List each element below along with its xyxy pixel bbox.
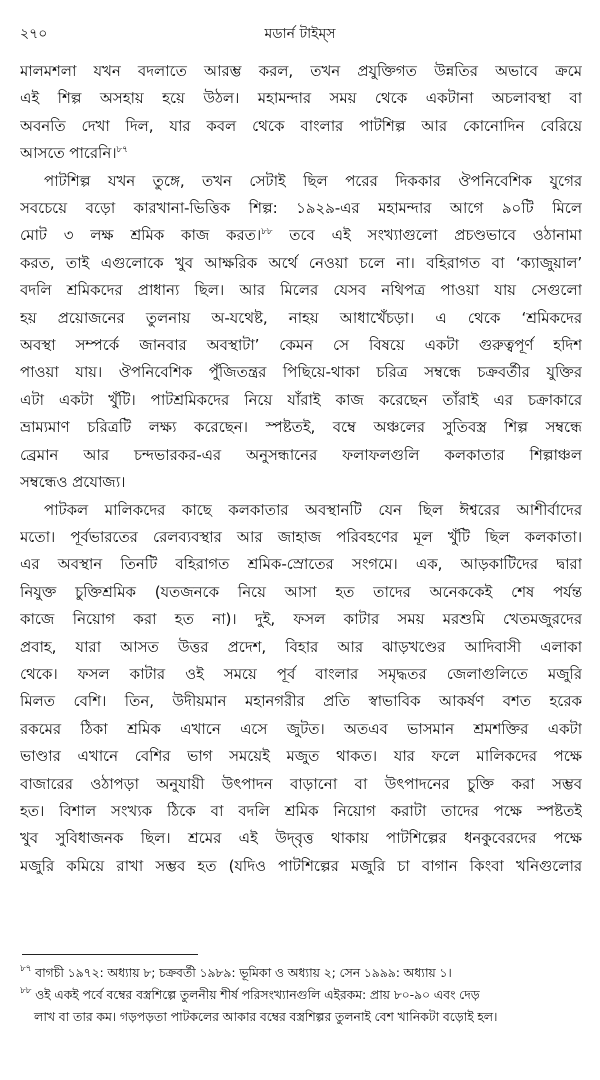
footnote-88-continuation: লাখ বা তার কম। গড়পড়তা পাটকলের আকার বম্বের বস্ত্রশিল্পর তুলনাই বেশ খানিকটা বড়োই হল। [34,1009,498,1024]
text-line: থেকে। ফসল কাটার ওই সময়ে পূর্ব বাংলার সমৃদ্ধতর জেলাগুলিতে মজুরি [20,664,582,683]
footnote-88 [20,984,586,1006]
text-line: মজুরি কমিয়ে রাখা সম্ভব হত (যদিও পাটশিল্পের মজুরি চা বাগান কিংবা খনিগুলোর [20,856,582,875]
text-line: এর অবস্থান তিনটি বহিরাগত শ্রমিক-স্রোতের সংগমে। এক, আড়কাটিদের দ্বারা [20,555,582,574]
footnote-divider [22,954,198,955]
text-line: ভাণ্ডার এখানে বেশির ভাগ সময়েই মজুত থাকত। যার ফলে মালিকদের পক্ষে [20,747,582,766]
text-line: পাওয়া যায়। ঔপনিবেশিক পুঁজিতন্ত্রর পিছিয়ে-থাকা চরিত্র সম্বন্ধে চক্রবর্তীর যুক্তির [20,363,582,382]
text-line: বদলি শ্রমিকদের প্রাধান্য ছিল। আর মিলের যেসব নথিপত্র পাওয়া যায় সেগুলো [20,281,582,300]
text-line: নিযুক্ত চুক্তিশ্রমিক (যতজনকে নিয়ে আসা হত তাদের অনেককেই শেষ পর্যন্ত [20,582,582,601]
text-fragment: মোট ৩ লক্ষ শ্রমিক কাজ করত। [20,226,262,245]
footnote-text: ওই একই পর্বে বম্বের বস্ত্রশিল্পে তুলনীয় শীর্ষ পরিসংখ্যানগুলি এইরকম: প্রায় ৮০-৯০ এবং দেড় [31,987,480,1002]
text-line: ভ্রাম্যমাণ চরিত্রটি লক্ষ্য করেছেন। স্পষ্টতই, বম্বে অঞ্চলের সুতিবস্ত্র শিল্প সম্বন্ধে [20,418,582,437]
text-fragment: আসতে পারেনি। [20,144,117,163]
text-line: বাজারের ওঠাপড়া অনুযায়ী উৎপাদন বাড়ানো বা উৎপাদনের চুক্তি করা সম্ভব [20,774,582,793]
page-header [20,22,580,46]
text-line: সবচেয়ে বড়ো কারখানা-ভিত্তিক শিল্প: ১৯২৯-এর মহামন্দার আগে ৯০টি মিলে [20,199,582,218]
footnotes [20,962,586,1028]
footnote-marker: ৮৮ [20,986,32,996]
text-line: অবনতি দেখা দিল, যার কবল থেকে বাংলার পাটশিল্প আর কোনোদিন বেরিয়ে [20,116,582,135]
text-line: ব্রেমান আর চন্দভারকর-এর অনুসন্ধানের ফলাফলগুলি কলকাতার শিল্পাঞ্চল [20,445,582,464]
footnote-marker: ৮৭ [20,964,32,974]
page-number: ২৭০ [20,26,48,42]
text-line: কাজে নিয়োগ করা হত না)। দুই, ফসল কাটার সময় মরশুমি খেতমজুরদের [20,610,582,629]
text-line: রকমের ঠিকা শ্রমিক এখানে এসে জুটত। অতএব ভাসমান শ্রমশক্তির একটা [20,719,582,738]
text-fragment: তবে এই সংখ্যাগুলো প্রচণ্ডভাবে ওঠানামা [272,226,582,245]
text-line: হয় প্রয়োজনের তুলনায় অ-যথেষ্ট, নাহয় আধাখেঁচড়া। এ থেকে ‘শ্রমিকদের [20,308,582,327]
body-text [20,58,582,880]
text-line: অবস্থা সম্পর্কে জানবার অবস্থাটা’ কেমন সে বিষয়ে একটা গুরুত্বপূর্ণ হদিশ [20,336,582,355]
footnote-ref-88[interactable]: ৮৮ [261,227,273,238]
footnote-text: বাগচী ১৯৭২: অধ্যায় ৮; চক্রবর্তী ১৯৮৯: ভূমিকা ও অধ্যায় ২; সেন ১৯৯৯: অধ্যায় ১। [31,965,452,980]
text-line [20,222,582,249]
text-line: মতো। পূর্বভারতের রেলব্যবস্থার আর জাহাজ পরিবহণের মূল খুঁটি ছিল কলকাতা। [20,527,582,546]
text-line: হত। বিশাল সংখ্যক ঠিকে বা বদলি শ্রমিক নিয়োগ করাটা তাদের পক্ষে স্পষ্টতই [20,801,582,820]
text-line: করত, তাই এগুলোকে খুব আক্ষরিক অর্থে নেওয়া চলে না। বহিরাগত বা ‘ক্যাজুয়াল’ [20,253,582,272]
footnote-ref-87[interactable]: ৮৭ [116,145,128,156]
text-line: সম্বন্ধেও প্রযোজ্য। [20,473,126,492]
text-line: এই শিল্প অসহায় হয়ে উঠল। মহামন্দার সময় থেকে একটানা অচলাবস্থা বা [20,89,582,108]
running-title: মডার্ন টাইম্‌স [264,26,336,42]
text-line: প্রবাহ, যারা আসত উত্তর প্রদেশ, বিহার আর ঝাড়খণ্ডের আদিবাসী এলাকা [20,637,582,656]
text-line: এটা একটা খুঁটি। পাটশ্রমিকদের নিয়ে যাঁরাই কাজ করেছেন তাঁরাই এর চক্রাকারে [20,390,582,409]
paragraph-start: পাটকল মালিকদের কাছে কলকাতার অবস্থানটি যেন ছিল ঈশ্বরের আশীর্বাদের [44,500,582,519]
footnote-87 [20,962,586,984]
paragraph-start: পাটশিল্প যখন তুঙ্গে, তখন সেটাই ছিল পরের দিককার ঔপনিবেশিক যুগের [44,171,582,190]
text-line [20,140,582,167]
text-line: মালমশলা যখন বদলাতে আরম্ভ করল, তখন প্রযুক্তিগত উন্নতির অভাবে ক্রমে [20,62,582,80]
text-line: মিলত বেশি। তিন, উদীয়মান মহানগরীর প্রতি স্বাভাবিক আকর্ষণ বশত হরেক [20,692,582,711]
text-line: খুব সুবিধাজনক ছিল। শ্রমের এই উদ্‌বৃত্ত থাকায় পাটশিল্পের ধনকুবেরদের পক্ষে [20,829,582,848]
